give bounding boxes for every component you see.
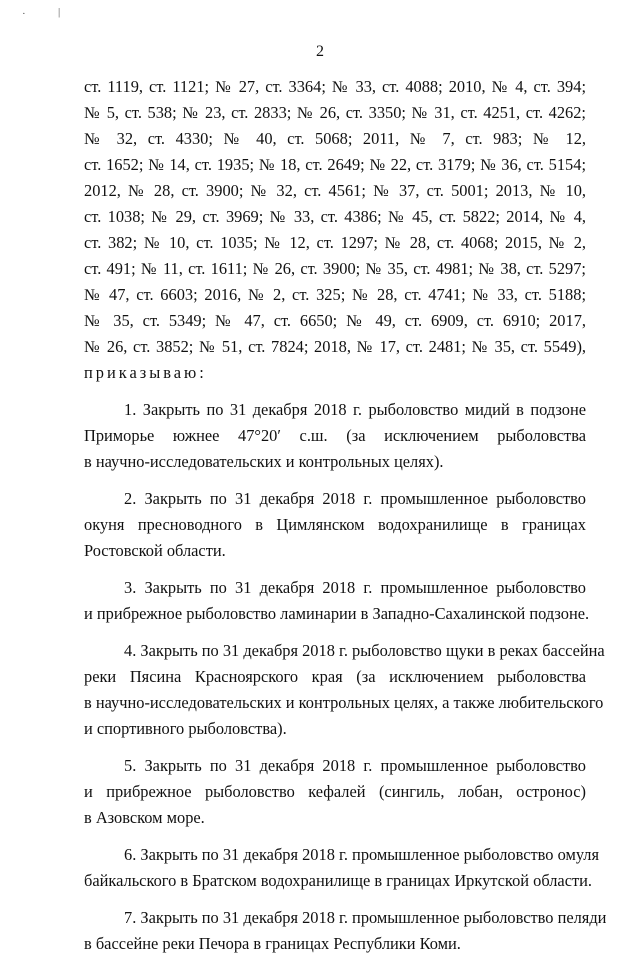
order-item-5 [84, 753, 586, 831]
order-item-6 [84, 842, 600, 894]
text-line: в бассейне реки Печора в границах Республики Коми. [84, 934, 461, 953]
legal-references [84, 74, 586, 360]
text-line: ст. 1038; № 29, ст. 3969; № 33, ст. 4386; № 45, ст. 5822; 2014, № 4, [84, 207, 586, 226]
text-line: 3. Закрыть по 31 декабря 2018 г. промышленное рыболовство [124, 578, 586, 597]
order-item-7 [84, 905, 607, 957]
text-line: и прибрежное рыболовство кефалей (сингиль, лобан, остронос) [84, 782, 586, 801]
text-line: в Азовском море. [84, 808, 205, 827]
text-line: ст. 491; № 11, ст. 1611; № 26, ст. 3900; № 35, ст. 4981; № 38, ст. 5297; [84, 259, 586, 278]
order-item-3 [84, 575, 590, 627]
text-line: 5. Закрыть по 31 декабря 2018 г. промышленное рыболовство [124, 756, 586, 775]
text-line: 2012, № 28, ст. 3900; № 32, ст. 4561; № 37, ст. 5001; 2013, № 10, [84, 181, 586, 200]
order-item-2 [84, 486, 586, 564]
text-line: байкальского в Братском водохранилище в границах Иркутской области. [84, 871, 593, 890]
text-line: в научно-исследовательских и контрольных целях, а также любительского [84, 693, 604, 712]
text-line: ст. 1652; № 14, ст. 1935; № 18, ст. 2649; № 22, ст. 3179; № 36, ст. 5154; [84, 155, 586, 174]
text-line: и прибрежное рыболовство ламинарии в Западно-Сахалинской подзоне. [84, 604, 590, 623]
text-line: № 26, ст. 3852; № 51, ст. 7824; 2018, № 17, ст. 2481; № 35, ст. 5549), [84, 337, 586, 356]
text-line: 4. Закрыть по 31 декабря 2018 г. рыболовство щуки в реках бассейна [124, 641, 605, 660]
text-line: № 32, ст. 4330; № 40, ст. 5068; 2011, № 7, ст. 983; № 12, [84, 129, 586, 148]
scan-mark-left: · [22, 8, 26, 20]
text-line: 7. Закрыть по 31 декабря 2018 г. промышленное рыболовство пеляди [124, 908, 607, 927]
text-line: ст. 382; № 10, ст. 1035; № 12, ст. 1297; № 28, ст. 4068; 2015, № 2, [84, 233, 586, 252]
text-line: и спортивного рыболовства). [84, 719, 287, 738]
text-line: в научно-исследовательских и контрольных целях). [84, 452, 444, 471]
text-line: Приморье южнее 47°20′ с.ш. (за исключением рыболовства [84, 426, 586, 445]
text-line: 6. Закрыть по 31 декабря 2018 г. промышленное рыболовство омуля [124, 845, 600, 864]
text-line: № 35, ст. 5349; № 47, ст. 6650; № 49, ст. 6909, ст. 6910; 2017, [84, 311, 586, 330]
text-line: ст. 1119, ст. 1121; № 27, ст. 3364; № 33, ст. 4088; 2010, № 4, ст. 394; [84, 77, 586, 96]
order-item-4 [84, 638, 605, 742]
page-number: 2 [316, 43, 324, 60]
text-line: Ростовской области. [84, 541, 226, 560]
order-item-1 [84, 397, 586, 475]
text-line: 2. Закрыть по 31 декабря 2018 г. промышленное рыболовство [124, 489, 586, 508]
order-word: приказываю: [84, 363, 207, 382]
text-line: 1. Закрыть по 31 декабря 2018 г. рыболовство мидий в подзоне [124, 400, 586, 419]
text-line: № 5, ст. 538; № 23, ст. 2833; № 26, ст. 3350; № 31, ст. 4251, ст. 4262; [84, 103, 586, 122]
text-line: окуня пресноводного в Цимлянском водохранилище в границах [84, 515, 586, 534]
text-line: № 47, ст. 6603; 2016, № 2, ст. 325; № 28, ст. 4741; № 33, ст. 5188; [84, 285, 586, 304]
scan-mark-right: | [58, 6, 61, 18]
document-body [84, 74, 607, 957]
text-line: реки Пясина Красноярского края (за исключением рыболовства [84, 667, 586, 686]
